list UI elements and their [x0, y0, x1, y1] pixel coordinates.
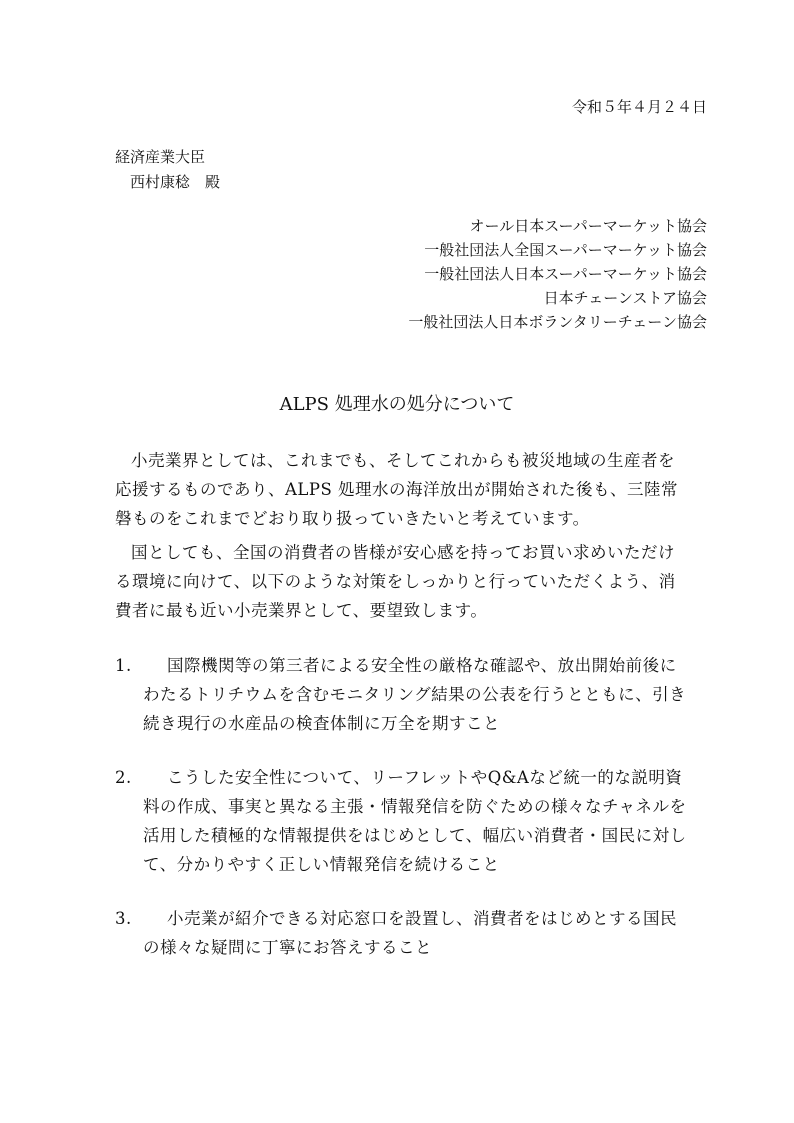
- request-text: 小売業が紹介できる対応窓口を設置し、消費者をはじめとする国民の様々な疑問に丁寧にお答えすること: [143, 909, 677, 957]
- request-text: 国際機関等の第三者による安全性の厳格な確認や、放出開始前後にわたるトリチウムを含むモニタリング結果の公表を行うとともに、引き続き現行の水産品の検査体制に万全を期すこと: [143, 656, 687, 733]
- request-number: 3.: [115, 909, 132, 928]
- addressee-block: [115, 145, 220, 195]
- addressee-name: 西村康稔 殿: [130, 173, 221, 191]
- addressee-title: 経済産業大臣: [115, 148, 206, 166]
- body-paragraph: 国としても、全国の消費者の皆様が安心感を持ってお買い求めいただける環境に向けて、以下のような対策をしっかりと行っていただくよう、消費者に最も近い小売業界として、要望致します。: [115, 543, 676, 620]
- sender-organization: 一般社団法人全国スーパーマーケット協会: [424, 241, 707, 259]
- sender-organization: 一般社団法人日本ボランタリーチェーン協会: [408, 313, 707, 331]
- sender-organization: オール日本スーパーマーケット協会: [469, 217, 707, 235]
- sender-list: [408, 214, 707, 334]
- request-text: こうした安全性について、リーフレットやQ&Aなど統一的な説明資料の作成、事実と異なる主張・情報発信を防ぐための様々なチャネルを活用した積極的な情報提供をはじめとして、幅広い消費者・国民に対して、分かりやすく正しい情報発信を続けること: [143, 768, 687, 874]
- request-item: [115, 651, 687, 738]
- request-number: 1.: [115, 656, 132, 675]
- document-title: ALPS 処理水の処分について: [279, 394, 515, 415]
- document-date: 令和５年４月２４日: [571, 98, 707, 116]
- sender-organization: 一般社団法人日本スーパーマーケット協会: [424, 265, 707, 283]
- request-item: [115, 763, 687, 879]
- body-paragraph: 小売業界としては、これまでも、そしてこれからも被災地域の生産者を応援するものであり、ALPS 処理水の海洋放出が開始された後も、三陸常磐ものをこれまでどおり取り扱っていきたいと考えています。: [115, 451, 679, 528]
- request-item: [115, 904, 687, 962]
- request-number: 2.: [115, 768, 132, 787]
- sender-organization: 日本チェーンストア協会: [543, 289, 707, 307]
